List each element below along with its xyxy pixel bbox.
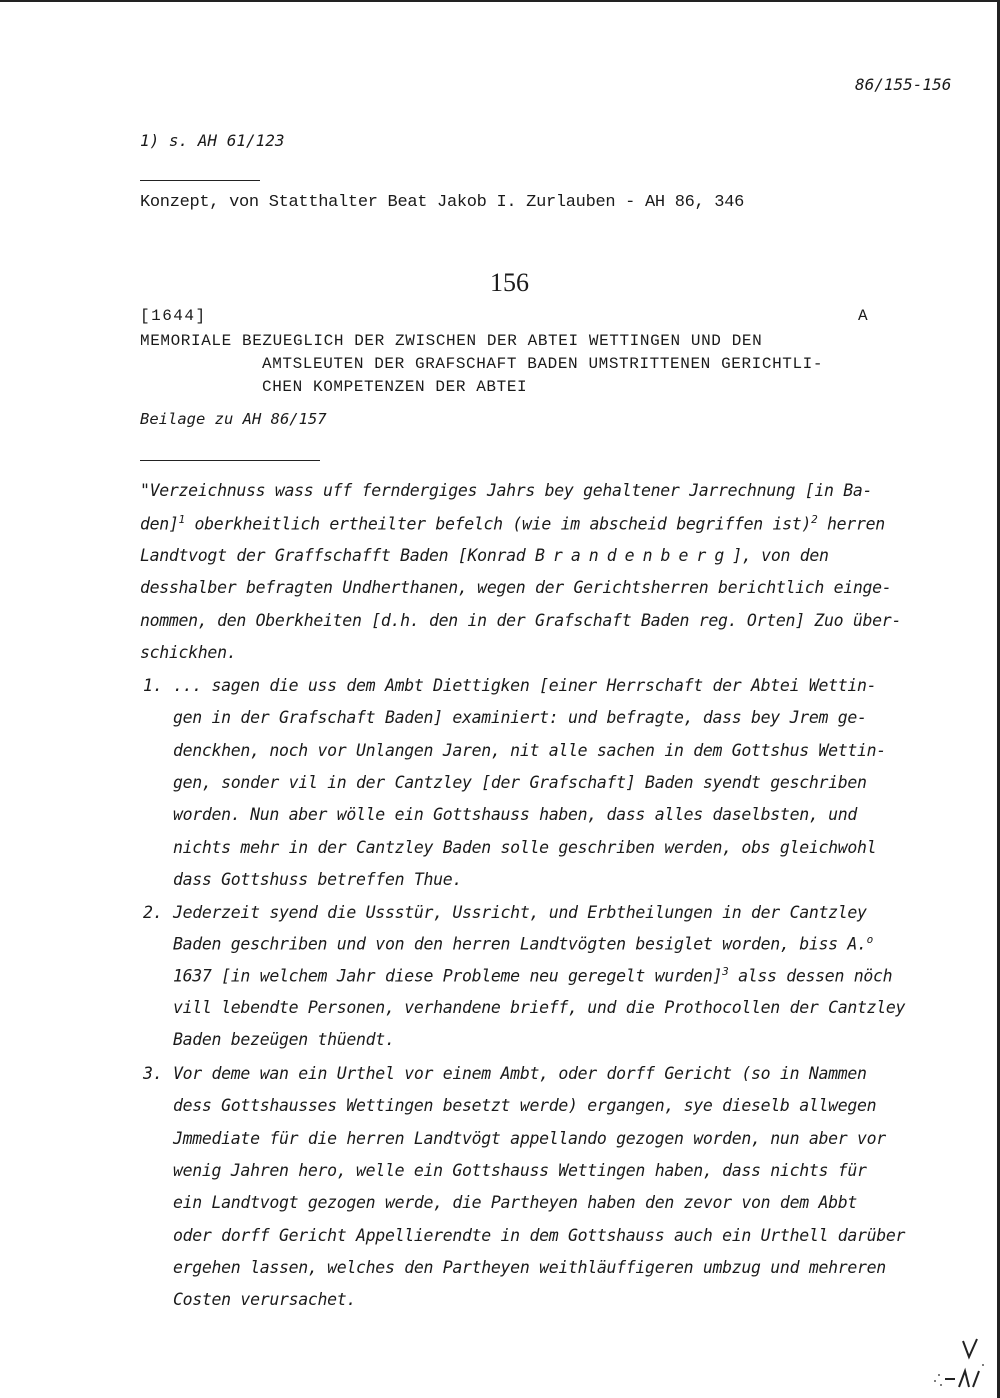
item-number: 1. — [143, 676, 163, 695]
intro-line: schickhen. — [140, 643, 237, 662]
item-line: dess Gottshausses Wettingen besetzt werde) ergangen, sye dieselb allwegen — [173, 1096, 877, 1115]
intro-text: herren — [817, 514, 885, 534]
superscript-o: o — [866, 933, 873, 946]
item-line: Jmmediate für die herren Landtvögt appellando gezogen worden, nun aber vor — [173, 1129, 886, 1148]
item-line: nichts mehr in der Cantzley Baden solle geschriben werden, obs gleichwohl — [173, 838, 877, 857]
item-line: ... sagen die uss dem Ambt Diettigken [einer Herrschaft der Abtei Wettin- — [173, 676, 877, 695]
supplement-note: Beilage zu AH 86/157 — [140, 410, 327, 428]
spaced-name: Brandenberg — [535, 546, 733, 565]
item-number: 3. — [143, 1064, 163, 1083]
handwritten-mark — [925, 1335, 987, 1393]
item-line: wenig Jahren hero, welle ein Gottshauss Wettingen haben, dass nichts für — [173, 1161, 867, 1180]
item-line: worden. Nun aber wölle ein Gottshauss haben, dass alles daselbsten, und — [173, 805, 858, 824]
item-line: Costen verursachet. — [173, 1290, 357, 1309]
intro-text: ], von den — [732, 546, 829, 565]
intro-line: nommen, den Oberkheiten [d.h. den in der Grafschaft Baden reg. Orten] Zuo über- — [140, 611, 902, 630]
item-line: dass Gottshuss betreffen Thue. — [173, 870, 463, 889]
item-line: gen, sonder vil in der Cantzley [der Grafschaft] Baden syendt geschriben — [173, 773, 867, 792]
item-line: ergehen lassen, welches den Partheyen weithläuffigeren umbzug und mehreren — [173, 1258, 886, 1277]
intro-line — [140, 546, 829, 565]
item-line — [173, 965, 892, 986]
footnote-1: 1) s. AH 61/123 — [140, 131, 285, 150]
item-number: 2. — [143, 903, 163, 922]
item-line — [173, 933, 873, 954]
document-number: 156 — [490, 268, 529, 297]
intro-text: oberkheitlich ertheilter befelch (wie im abscheid begriffen ist) — [184, 514, 812, 534]
item-line: ein Landtvogt gezogen werde, die Partheyen haben den zevor von dem Abbt — [173, 1193, 858, 1212]
footnote-marker: 3 — [722, 965, 729, 978]
item-line: denckhen, noch vor Unlangen Jaren, nit alle sachen in dem Gottshus Wettin- — [173, 741, 886, 760]
document-date: [1644] — [140, 307, 207, 325]
item-line: gen in der Grafschaft Baden] examiniert: und befragte, dass bey Jrem ge- — [173, 708, 867, 727]
title-line: MEMORIALE BEZUEGLICH DER ZWISCHEN DER ABTEI WETTINGEN UND DEN — [140, 332, 763, 350]
footnote-rule — [140, 180, 260, 181]
source-line: Konzept, von Statthalter Beat Jakob I. Zurlauben - AH 86, 346 — [140, 193, 745, 212]
footnote-marker: 1 — [178, 513, 185, 526]
title-line: AMTSLEUTEN DER GRAFSCHAFT BADEN UMSTRITTENEN GERICHTLI- — [262, 355, 824, 373]
intro-line — [140, 513, 885, 534]
intro-text: den] — [140, 514, 179, 534]
intro-line: desshalber befragten Undherthanen, wegen der Gerichtsherren berichtlich einge- — [140, 578, 892, 597]
page-top-edge — [0, 0, 1000, 2]
intro-text: Landtvogt der Graffschafft Baden [Konrad — [140, 546, 535, 565]
item-text: 1637 [in welchem Jahr diese Probleme neu geregelt wurden] — [173, 966, 723, 986]
item-line: Baden bezeügen thüendt. — [173, 1030, 395, 1049]
item-text: alss dessen nöch — [728, 966, 893, 986]
footnote-marker: 2 — [811, 513, 818, 526]
item-line: oder dorff Gericht Appellierendte in dem Gottshauss auch ein Urthell darüber — [173, 1226, 906, 1245]
reference-number: 86/155-156 — [855, 75, 952, 94]
intro-line: "Verzeichnuss wass uff ferndergiges Jahrs bey gehaltener Jarrechnung [in Ba- — [140, 481, 873, 500]
item-line: vill lebendte Personen, verhandene brieff, und die Prothocollen der Cantzley — [173, 998, 906, 1017]
item-line: Jederzeit syend die Ussstür, Ussricht, und Erbtheilungen in der Cantzley — [173, 903, 867, 922]
document-letter: A — [858, 307, 868, 325]
section-rule — [140, 460, 320, 461]
title-line: CHEN KOMPETENZEN DER ABTEI — [262, 378, 528, 396]
item-line: Vor deme wan ein Urthel vor einem Ambt, oder dorff Gericht (so in Nammen — [173, 1064, 867, 1083]
item-text: Baden geschriben und von den herren Landtvögten besiglet worden, biss A. — [173, 934, 867, 954]
